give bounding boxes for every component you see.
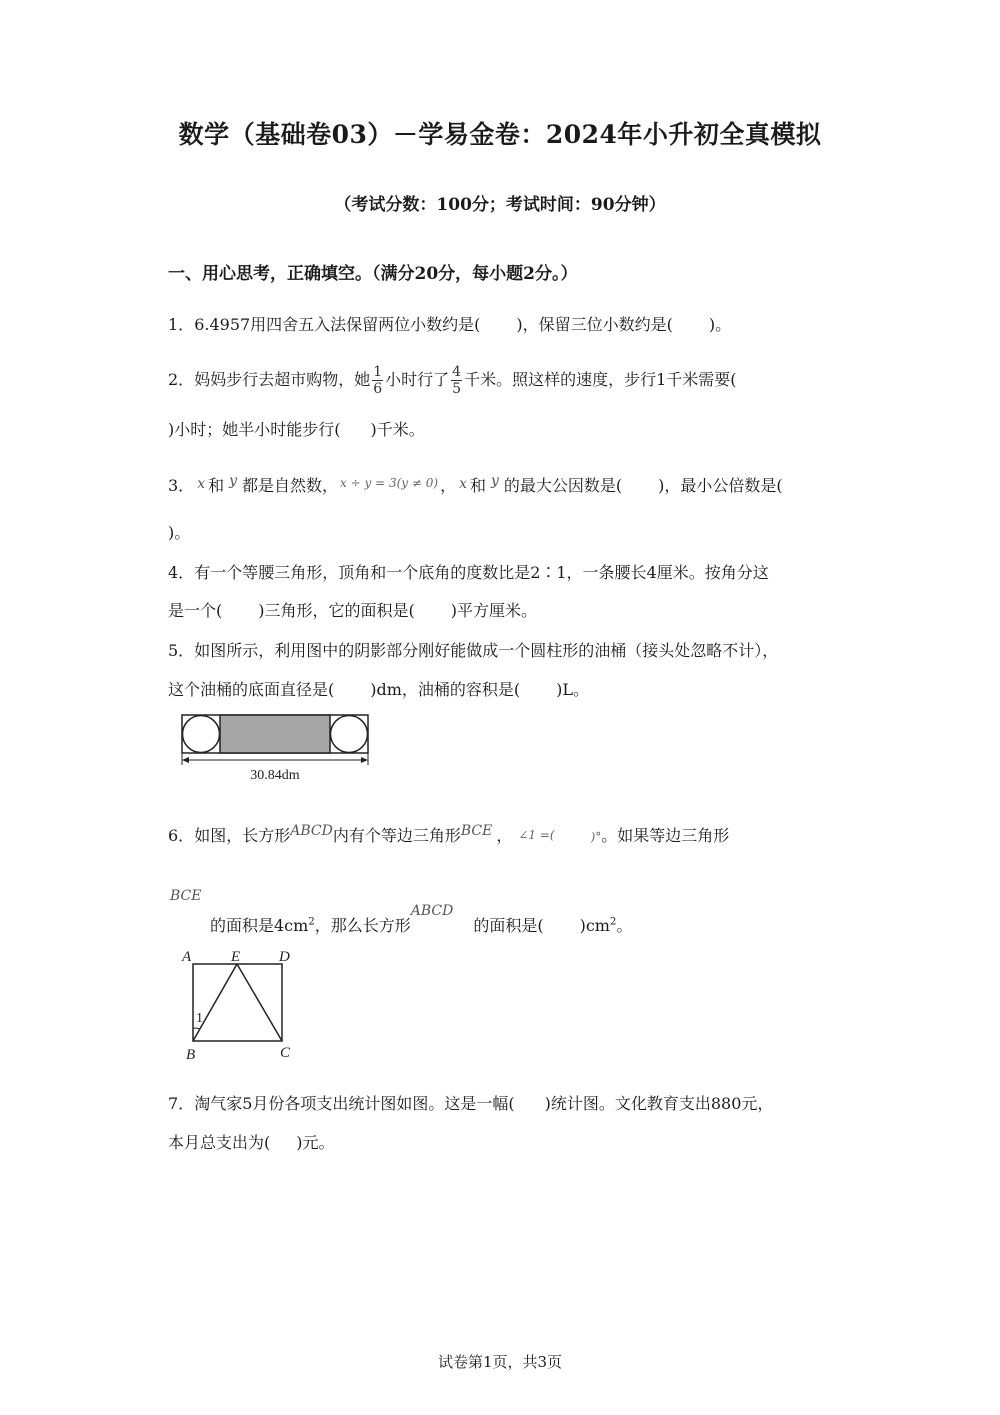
vertex-label-c: C [280, 1045, 291, 1061]
section-heading: 一、用心思考，正确填空。（满分20分，每小题2分。） [168, 264, 578, 284]
question-number: 6． [168, 826, 195, 845]
exam-info: （考试分数：100分；考试时间：90分钟） [334, 195, 666, 215]
vertex-label-b: B [186, 1047, 196, 1063]
page-footer: 试卷第1页，共3页 [437, 1353, 563, 1371]
page-title: 数学（基础卷03）－学易金卷：2024年小升初全真模拟 [178, 120, 822, 149]
length-label: 30.84dm [250, 768, 300, 783]
math-expression: x ÷ y = 3(y ≠ 0) [340, 476, 439, 490]
question-6: 6．如图，长方形ABCD内有个等边三角形BCE ， ∠1 =( )°。如果等边三角形 [168, 823, 730, 845]
question-text: 小时行了 [385, 370, 450, 389]
question-5: 5．如图所示，利用图中的阴影部分刚好能做成一个圆柱形的油桶（接头处忽略不计）， [168, 641, 779, 660]
cylinder-net-figure [176, 710, 376, 786]
angle-label-1: 1 [196, 1011, 203, 1026]
vertex-label-d: D [279, 949, 290, 965]
question-7: 7．淘气家5月份各项支出统计图如图。这是一幅( )统计图。文化教育支出880元， [168, 1094, 774, 1113]
question-6-cont: 的面积是$4cm^2$，那么长方形ABCD的面积是( )$cm^2$。 [210, 903, 633, 935]
question-number: 3． [168, 476, 195, 495]
fraction: $\frac{1}{6}$ [373, 364, 383, 397]
question-text: )千米。 [370, 420, 425, 439]
question-number: 4． [168, 563, 195, 582]
question-7-cont: 本月总支出为( )元。 [168, 1133, 335, 1152]
question-text: 6.4957用四舍五入法保留两位小数约是( [194, 315, 481, 334]
question-5-cont: 这个油桶的底面直径是( )dm，油桶的容积是( )L。 [168, 680, 590, 699]
question-text: )，保留三位小数约是( [516, 315, 673, 334]
question-6-label-bce: BCE [170, 888, 202, 904]
vertex-label-e: E [231, 949, 241, 965]
question-1 [168, 314, 731, 336]
rectangle-triangle-figure [176, 942, 306, 1066]
question-number: 7． [168, 1094, 195, 1113]
question-text: )。 [708, 315, 732, 334]
question-number: 2． [168, 370, 195, 389]
question-text: )小时；她半小时能步行( [168, 420, 341, 439]
question-2 [168, 364, 737, 397]
question-text: 千米。照这样的速度，步行1千米需要( [464, 370, 737, 389]
question-number: 1． [168, 315, 195, 334]
fraction: $\frac{4}{5}$ [452, 364, 462, 397]
question-2-cont [168, 419, 425, 441]
question-3: 3． x 和 y 都是自然数， $^{x \div y = 3(y \ne 0)}$ ， x 和 y 的最大公因数是( )，最小公倍数是( [168, 473, 783, 495]
question-number: 5． [168, 641, 195, 660]
question-4: 4．有一个等腰三角形，顶角和一个底角的度数比是2∶1，一条腰长4厘米。按角分这 [168, 563, 769, 582]
question-4-cont: 是一个( )三角形，它的面积是( )平方厘米。 [168, 601, 537, 620]
question-text: 妈妈步行去超市购物，她 [194, 370, 371, 389]
question-3-cont: )。 [168, 523, 191, 542]
vertex-label-a: A [182, 949, 192, 965]
